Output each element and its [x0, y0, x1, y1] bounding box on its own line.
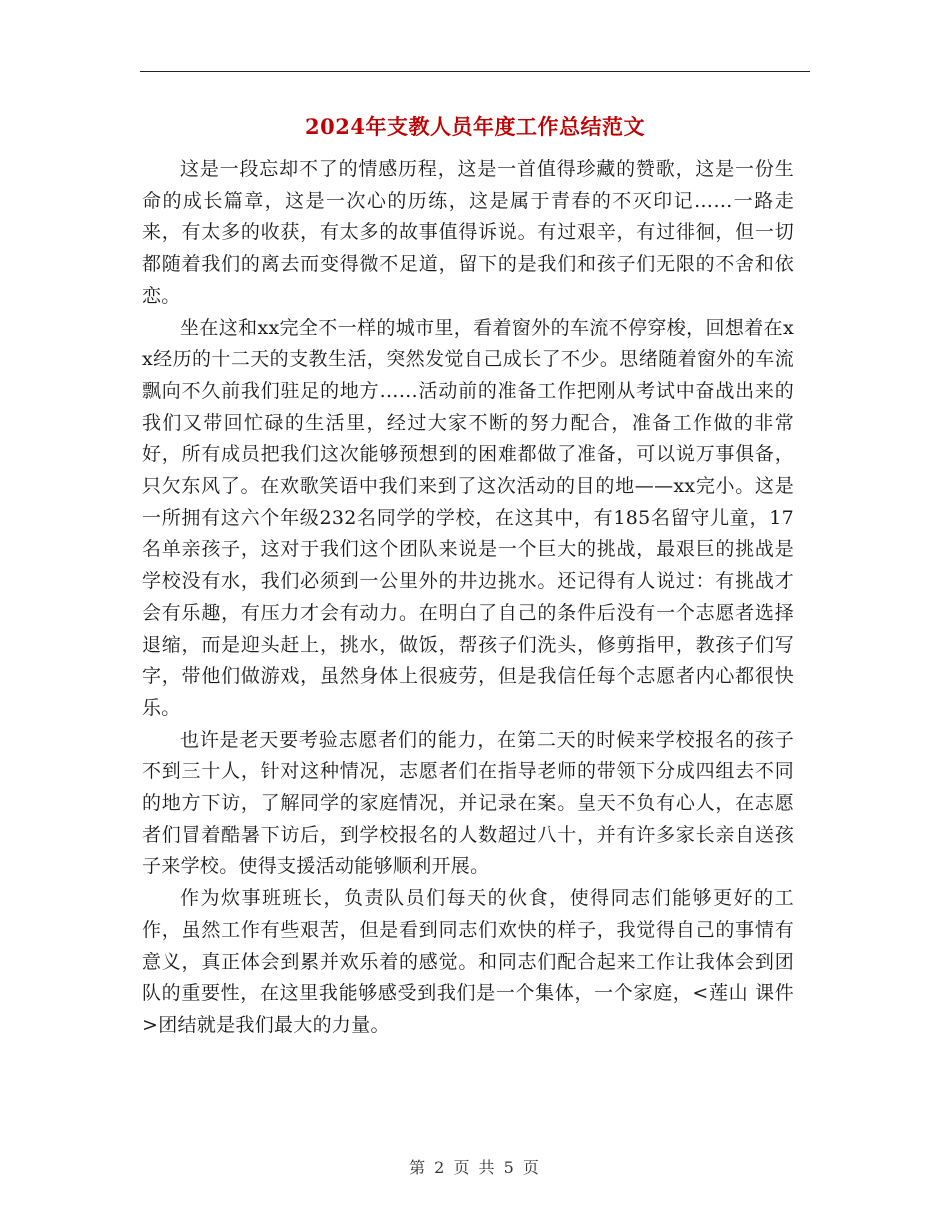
page-footer: 第 2 页 共 5 页 [409, 1158, 541, 1177]
paragraph-4: 作为炊事班班长，负责队员们每天的伙食，使得同志们能够更好的工作，虽然工作有些艰苦，但是看到同志们欢快的样子，我觉得自己的事情有意义，真正体会到累并欢乐着的感觉。和同志们配合起来工作让我体会到团队的重要性，在这里我能够感受到我们是一个集体，一个家庭，<莲山 课件>团结就是我们最大的力量。 [142, 887, 794, 1036]
paragraph-3: 也许是老天要考验志愿者们的能力，在第二天的时候来学校报名的孩子不到三十人，针对这种情况，志愿者们在指导老师的带领下分成四组去不同的地方下访，了解同学的家庭情况，并记录在案。皇天不负有心人，在志愿者们冒着酷暑下访后，到学校报名的人数超过八十，并有许多家长亲自送孩子来学校。使得支援活动能够顺利开展。 [142, 728, 794, 878]
header-rule [140, 71, 810, 72]
document-title: 2024年支教人员年度工作总结范文 [305, 114, 645, 139]
paragraph-1: 这是一段忘却不了的情感历程，这是一首值得珍藏的赞歌，这是一份生命的成长篇章，这是一次心的历练，这是属于青春的不灭印记……一路走来，有太多的收获，有太多的故事值得诉说。有过艰辛，有过徘徊，但一切都随着我们的离去而变得微不足道，留下的是我们和孩子们无限的不舍和依恋。 [142, 158, 794, 307]
paragraph-2: 坐在这和xx完全不一样的城市里，看着窗外的车流不停穿梭，回想着在xx经历的十二天的支教生活，突然发觉自己成长了不少。思绪随着窗外的车流飘向不久前我们驻足的地方……活动前的准备工作把刚从考试中奋战出来的我们又带回忙碌的生活里，经过大家不断的努力配合，准备工作做的非常好，所有成员把我们这次能够预想到的困难都做了准备，可以说万事俱备，只欠东风了。在欢歌笑语中我们来到了这次活动的目的地——xx完小。这是一所拥有这六个年级232名同学的学校，在这其中，有185名留守儿童，17名单亲孩子，这对于我们这个团队来说是一个巨大的挑战，最艰巨的挑战是学校没有水，我们必须到一公里外的井边挑水。还记得有人说过：有挑战才会有乐趣，有压力才会有动力。在明白了自己的条件后没有一个志愿者选择退缩，而是迎头赶上，挑水，做饭，帮孩子们洗头，修剪指甲，教孩子们写字，带他们做游戏，虽然身体上很疲劳，但是我信任每个志愿者内心都很快乐。 [142, 316, 794, 719]
document-body [142, 154, 794, 1042]
